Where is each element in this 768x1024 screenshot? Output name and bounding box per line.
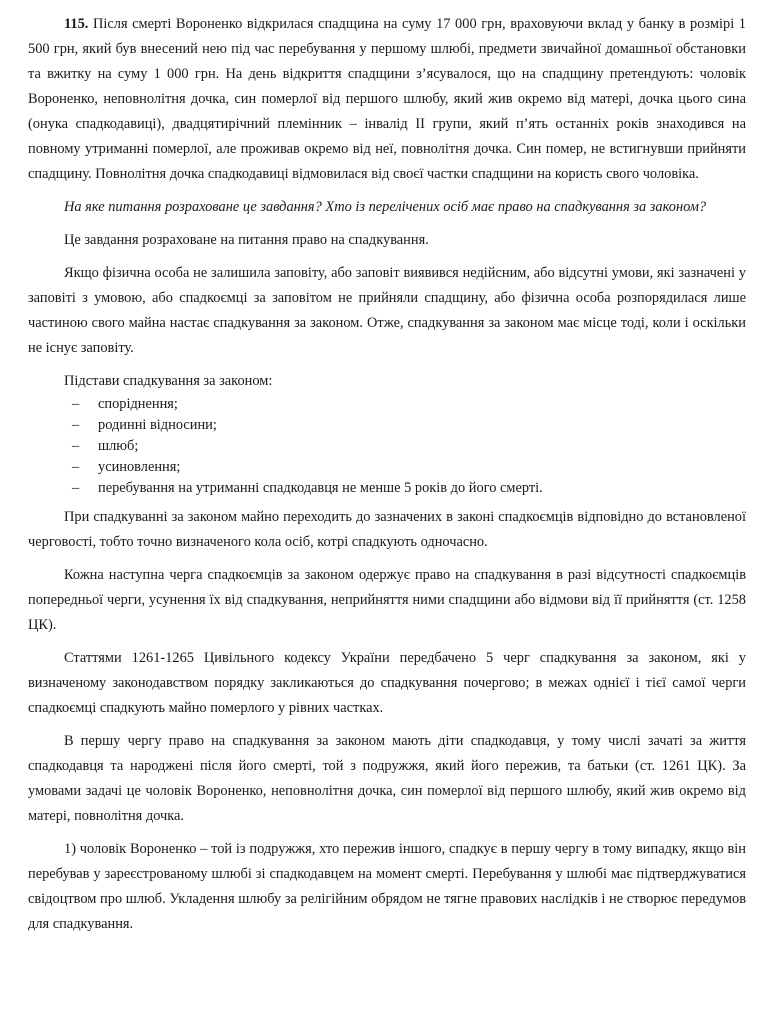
grounds-list: [28, 394, 746, 499]
list-item: – споріднення;: [28, 394, 746, 415]
paragraph-spouse: 1) чоловік Вороненко – той із подружжя, хто пережив іншого, спадкує в першу чергу в тому випадку, якщо він перебував у зареєстрованому шлюбі зі спадкодавцем на момент смерті. Перебування у шлюбі має підтверджуватися свідоцтвом про шлюб. Укладення шлюбу за релігійним обрядом не тягне правових наслідків і не створює передумов для спадкування.: [28, 841, 746, 932]
paragraph-next-order: Кожна наступна черга спадкоємців за законом одержує право на спадкування в разі відсутності спадкоємців попередньої черги, усунення їх від спадкування, неприйняття ними спадщини або відмови від її прийняття (ст. 1258 ЦК).: [28, 567, 746, 633]
dash-bullet: –: [72, 417, 80, 433]
dash-bullet: –: [72, 396, 80, 412]
paragraph-order-of-succession: При спадкуванні за законом майно переходить до зазначених в законі спадкоємців відповідно до встановленої черговості, тобто точно визначеного кола осіб, котрі спадкують одночасно.: [28, 509, 746, 550]
task-number: 115.: [64, 16, 89, 32]
answer-intro: Це завдання розраховане на питання право на спадкування.: [64, 232, 429, 248]
list-item: – родинні відносини;: [28, 415, 746, 436]
paragraph-five-orders: Статтями 1261-1265 Цивільного кодексу України передбачено 5 черг спадкування за законом, які у визначеному законодавством порядку закликаються до спадкування почергово; в межах однієї і тієї самої черги спадкоємці спадкують майно померлого у рівних частках.: [28, 650, 746, 716]
task-text: Після смерті Вороненко відкрилася спадщина на суму 17 000 грн, враховуючи вклад у банку в розмірі 1 500 грн, який був внесений нею під час перебування у першому шлюбі, предмети звичайної домашньої обстановки та вжитку на суму 1 000 грн. На день відкриття спадщини з’ясувалося, що на спадщину претендують: чоловік Вороненко, неповнолітня дочка, син померлої від першого шлюбу, який жив окремо від матері, дочка цього сина (онука спадкодавиці), двадцятирічний племінник – інвалід ІІ групи, який п’ять останніх років знаходився на повному утриманні померлої, але проживав окремо від неї, повнолітня дочка. Син помер, не встигнувши прийняти спадщину. Повнолітня дочка спадкодавиці відмовилася від своєї частки спадщини на користь свого чоловіка.: [28, 16, 746, 182]
task-question: На яке питання розраховане це завдання? Хто із перелічених осіб має право на спадкування за законом?: [64, 199, 707, 215]
task-paragraph: [28, 12, 746, 187]
list-item: – усиновлення;: [28, 457, 746, 478]
paragraph-intestate-succession: Якщо фізична особа не залишила заповіту, або заповіт виявився недійсним, або відсутні умови, які зазначені у заповіті з умовою, або спадкоємці за заповітом не прийняли спадщину, або фізична особа розпорядилася лише частиною свого майна настає спадкування за законом. Отже, спадкування за законом має місце тоді, коли і оскільки не існує заповіту.: [28, 265, 746, 356]
list-item: – шлюб;: [28, 436, 746, 457]
dash-bullet: –: [72, 459, 80, 475]
list-item: – перебування на утриманні спадкодавця не менше 5 років до його смерті.: [28, 478, 746, 499]
dash-bullet: –: [72, 438, 80, 454]
dash-bullet: –: [72, 480, 80, 496]
paragraph-first-order: В першу чергу право на спадкування за законом мають діти спадкодавця, у тому числі зачаті за життя спадкодавця та народжені після його смерті, той з подружжя, який його пережив, та батьки (ст. 1261 ЦК). За умовами задачі це чоловік Вороненко, неповнолітня дочка, син померлої від першого шлюбу, який жив окремо від матері, повнолітня дочка.: [28, 733, 746, 824]
grounds-heading: Підстави спадкування за законом:: [64, 373, 273, 389]
